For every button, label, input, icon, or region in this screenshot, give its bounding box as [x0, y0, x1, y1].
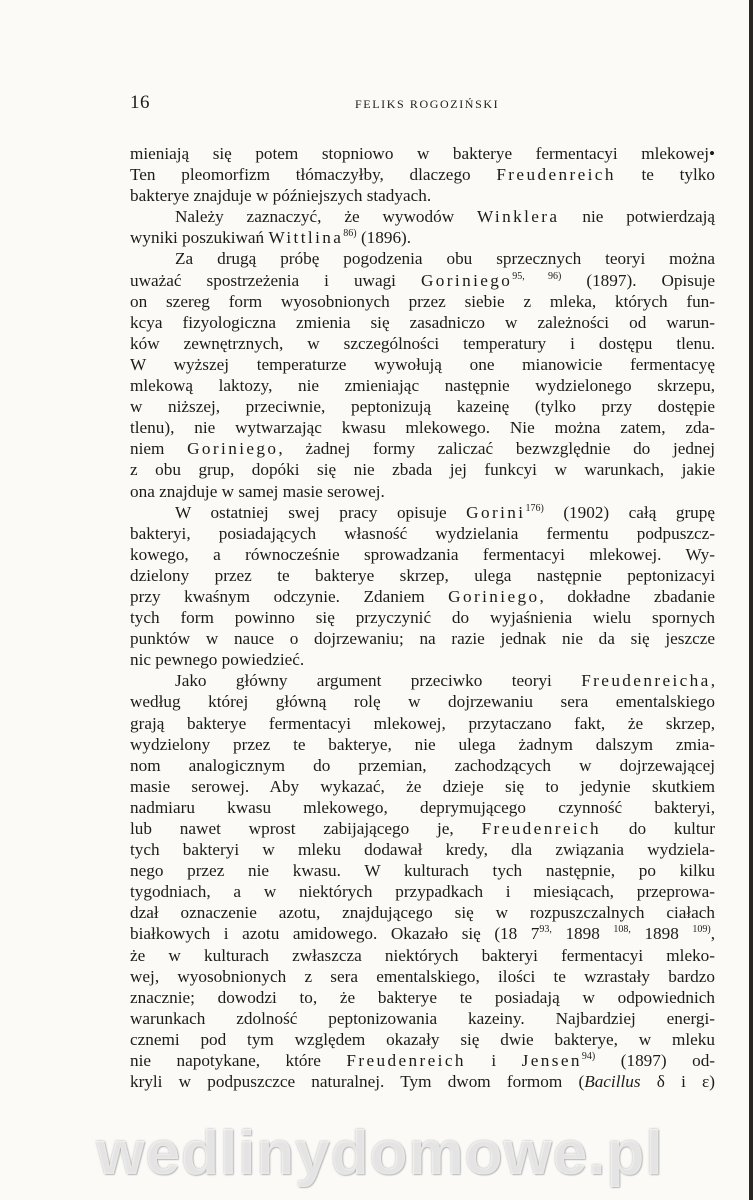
- text-line: W wyższej temperaturze wywołują one mianowicie fermentacyę: [130, 354, 715, 374]
- text-line: ków zewnętrznych, w szczególności temperatury i dostępu tlenu.: [130, 333, 715, 353]
- text-line: Jako główny argument przeciwko teoryi Freudenreicha,: [175, 671, 715, 691]
- text-line: kowego, a równocześnie sprowadzania fermentacyi mlekowej. Wy-: [130, 544, 715, 564]
- text-line: tych bakteryi w mleku dodawał kredy, dla związania wydziela-: [130, 840, 715, 860]
- text-line: mieniają się potem stopniowo w bakterye fermentacyi mlekowej•: [130, 144, 715, 163]
- page-number: 16: [130, 92, 150, 113]
- text-line: grają bakterye fermentacyi mlekowej, przytaczano fakt, że skrzep,: [130, 713, 715, 733]
- text-line: dzielony przez te bakterye skrzep, ulega następnie peptonizacyi: [130, 565, 715, 585]
- text-line: tlenu), nie wytwarzając kwasu mlekowego. Nie można zatem, zda-: [130, 418, 715, 438]
- text-line: Należy zaznaczyć, że wywodów Winklera nie potwierdzają: [175, 207, 715, 227]
- text-line: warunkach zdolność peptonizowania kazeiny. Najbardziej energi-: [130, 1008, 715, 1028]
- text-line: niem Goriniego, żadnej formy zaliczać bezwzględnie do jednej: [130, 439, 715, 459]
- text-line: nie napotykane, które Freudenreich i Jensen$^{94)}$ (1897) od-: [130, 1051, 716, 1071]
- text-line: tych form powinno się przyczynić do wyjaśnienia wielu spornych: [130, 608, 715, 628]
- text-line: bakterye znajduje w późniejszych stadyach.: [130, 186, 432, 206]
- body-text: [130, 143, 715, 1092]
- text-line: według której główną rolę w dojrzewaniu sera ementalskiego: [130, 692, 715, 712]
- text-line: wydzielony przez te bakterye, nie ulega żadnym dalszym zmia-: [130, 734, 715, 754]
- text-line: W ostatniej swej pracy opisuje Gorini$^{176)}$ (1902) całą grupę: [175, 502, 716, 522]
- text-line: wyniki poszukiwań Wittlina$^{86)}$ (1896).: [130, 228, 412, 248]
- text-line: nic pewnego powiedzieć.: [130, 650, 305, 670]
- text-line: Ten pleomorfizm tłómaczyłby, dlaczego Freudenreich te tylko: [130, 165, 715, 185]
- text-line: z obu grup, dopóki się nie zbada jej funkcyi w warunkach, jakie: [130, 460, 715, 480]
- text-line: przy kwaśnym odczynie. Zdaniem Goriniego, dokładne zbadanie: [130, 586, 715, 606]
- text-line: że w kulturach zwłaszcza niektórych bakteryi fermentacyi mleko-: [130, 945, 715, 965]
- text-line: w niższej, przeciwnie, peptonizują kazeinę (tylko przy dostępie: [130, 397, 715, 417]
- text-line: nom analogicznym do przemian, zachodzących w dojrzewającej: [130, 755, 715, 775]
- text-line: cznemi pod tym względem okazały się dwie bakterye, w mleku: [130, 1029, 715, 1049]
- text-line: znacznie; dowodzi to, że bakterye te posiadają w odpowiednich: [130, 987, 715, 1007]
- text-line: lub nawet wprost zabijającego je, Freudenreich do kultur: [130, 819, 715, 838]
- text-line: kryli w podpuszczce naturalnej. Tym dwom formom (Bacillus δ i ε): [130, 1072, 715, 1092]
- text-line: punktów w nauce o dojrzewaniu; na razie jednak nie da się jeszcze: [130, 629, 715, 649]
- text-line: białkowych i azotu amidowego. Okazało się (18 $7^{93,}$ 1898 $^{108,}$ 1898 $^{109)}$,: [130, 924, 716, 944]
- text-line: kcya fizyologiczna zmienia się zasadniczo w zależności od warun-: [130, 312, 715, 332]
- text-line: bakteryi, posiadających własność wydzielania fermentu podpuszcz-: [130, 523, 715, 543]
- text-line: dzał oznaczenie azotu, znajdującego się w rozpuszczalnych ciałach: [130, 903, 715, 923]
- text-line: wej, wyosobnionych z sera ementalskiego, ilości te wzrastały bardzo: [130, 966, 715, 986]
- text-line: ona znajduje w samej masie serowej.: [130, 481, 385, 501]
- text-line: Za drugą próbę pogodzenia obu sprzecznych teoryi można: [175, 249, 715, 269]
- page-edge: [749, 0, 753, 1200]
- text-line: uważać spostrzeżenia i uwagi Goriniego$^{95, 96)}$ (1897). Opisuje: [130, 270, 715, 290]
- page-header: [130, 92, 715, 120]
- text-line: mlekową laktozy, nie zmieniając następnie wydzielonego skrzepu,: [130, 376, 715, 396]
- watermark: wedlinydomowe.pl: [96, 1119, 664, 1188]
- running-head: FELIKS ROGOZIŃSKI: [355, 97, 500, 111]
- text-line: masie serowej. Aby wykazać, że dzieje się to jedynie skutkiem: [130, 776, 715, 796]
- text-line: nadmiaru kwasu mlekowego, deprymującego czynność bakteryi,: [130, 797, 715, 817]
- text-line: on szereg form wyosobnionych przez siebie z mleka, których fun-: [130, 291, 715, 311]
- text-line: tygodniach, a w niektórych przypadkach i miesiącach, przeprowa-: [130, 882, 715, 902]
- text-line: nego przez nie kwasu. W kulturach tych następnie, po kilku: [130, 861, 715, 881]
